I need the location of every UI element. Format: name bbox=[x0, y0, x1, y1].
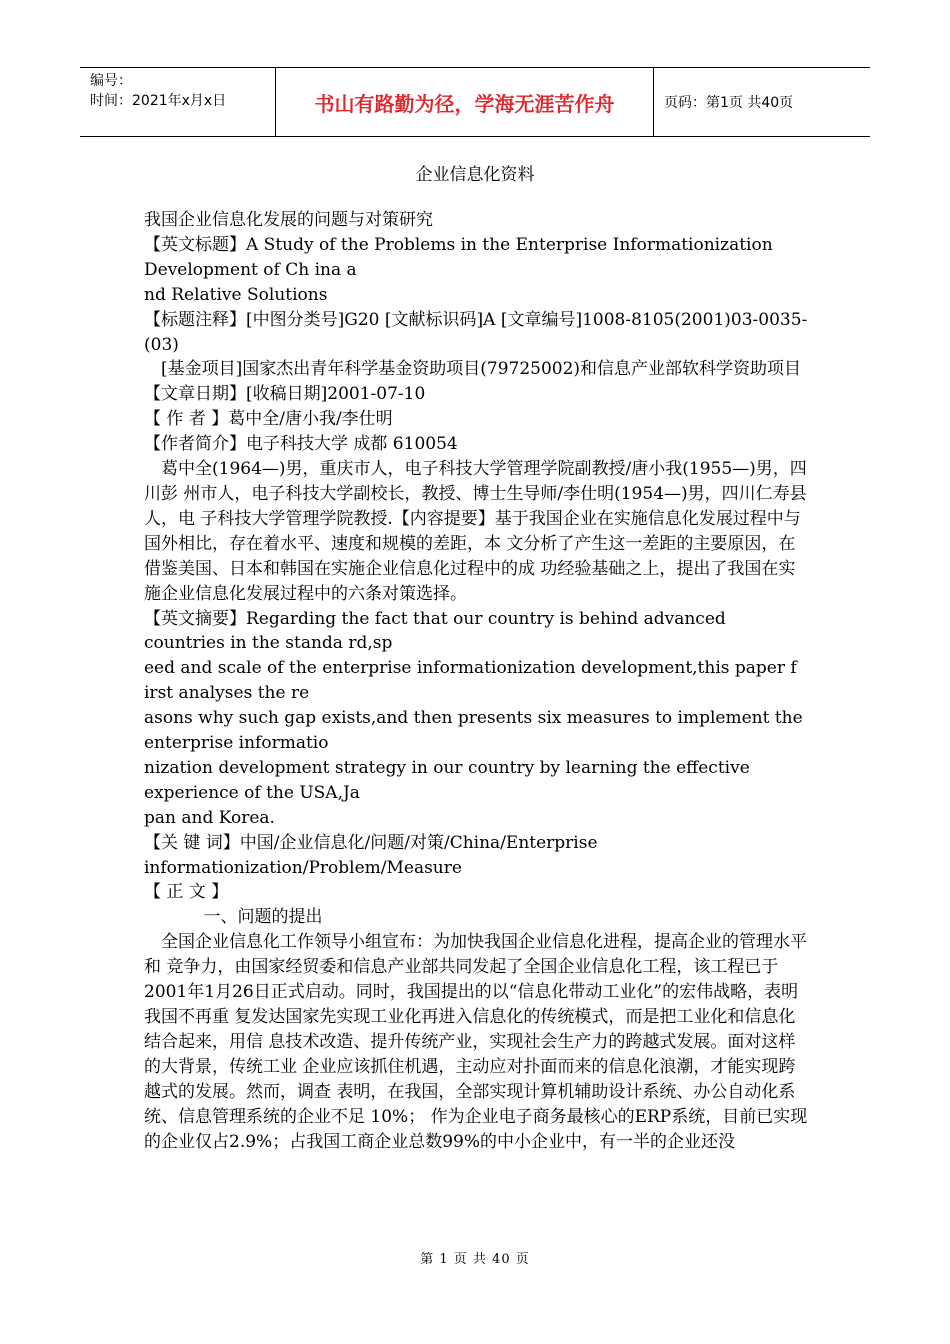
english-title-cont: nd Relative Solutions bbox=[144, 284, 328, 305]
author-bio-abstract: 葛中全(1964—)男，重庆市人，电子科技大学管理学院副教授/唐小我(1955—)男，四川彭 州市人，电子科技大学副校长，教授、博士生导师/李仕明(1954—)男，四川仁寿县人，电 子科技大学管理学院教授.【内容提要】基于我国企业在实施信息化发展过程中与国外相比，存在着水平、速度和规模的差距，本 文分析了产生这一差距的主要原因，在借鉴美国、日本和韩国在实施企业信息化过程中的成 功经验基础之上，提出了我国在实施企业信息化发展过程中的六条对策选择。 bbox=[144, 459, 807, 604]
english-abstract-4: nization development strategy in our country by learning the effective experience of the USA,Ja bbox=[144, 757, 750, 803]
authors: 【 作 者 】葛中全/唐小我/李仕明 bbox=[144, 409, 393, 430]
english-abstract-2: eed and scale of the enterprise informationization development,this paper f irst analyses the re bbox=[144, 658, 797, 704]
author-affiliation: 【作者简介】电子科技大学 成都 610054 bbox=[144, 434, 458, 455]
english-abstract-3: asons why such gap exists,and then presents six measures to implement the enterprise informatio bbox=[144, 708, 803, 754]
header-meta bbox=[80, 68, 276, 136]
header-page-count: 页码：第1页 共40页 bbox=[664, 95, 794, 111]
fund-project: [基金项目]国家杰出青年科学基金资助项目(79725002)和信息产业部软科学资助项目 bbox=[161, 359, 802, 380]
header-motto: 书山有路勤为径，学海无涯苦作舟 bbox=[276, 68, 654, 136]
document-body bbox=[144, 208, 808, 1154]
date-label: 时间：2021年x月x日 bbox=[90, 93, 227, 109]
english-abstract-5: pan and Korea. bbox=[144, 807, 275, 828]
article-date: 【文章日期】[收稿日期]2001-07-10 bbox=[144, 384, 426, 405]
page-header bbox=[80, 67, 870, 137]
body-paragraph: 全国企业信息化工作领导小组宣布：为加快我国企业信息化进程，提高企业的管理水平和 竞争力，由国家经贸委和信息产业部共同发起了全国企业信息化工程，该工程已于2001年1月26日正式启动。同时，我国提出的以“信息化带动工业化”的宏伟战略，表明我国不再重 复发达国家先实现工业化再进入信息化的传统模式，而是把工业化和信息化结合起来，用信 息技术改造、提升传统产业，实现社会生产力的跨越式发展。面对这样的大背景，传统工业 企业应该抓住机遇，主动应对扑面而来的信息化浪潮，才能实现跨越式的发展。然而，调查 表明，在我国，全部实现计算机辅助设计系统、办公自动化系统、信息管理系统的企业不足 10%； 作为企业电子商务最核心的ERP系统，目前已实现的企业仅占2.9%；占我国工商企业总数99%的中小企业中，有一半的企业还没 bbox=[144, 932, 808, 1152]
code-label: 编号： bbox=[90, 73, 132, 89]
english-abstract-1: 【英文摘要】Regarding the fact that our country is behind advanced countries in the standa rd,sp bbox=[144, 608, 726, 654]
article-title: 我国企业信息化发展的问题与对策研究 bbox=[144, 210, 433, 230]
english-title: 【英文标题】A Study of the Problems in the Enterprise Informationization Development of Ch ina a bbox=[144, 234, 773, 280]
document-title: 企业信息化资料 bbox=[415, 165, 535, 185]
page-footer: 第 1 页 共 40 页 bbox=[420, 1252, 530, 1267]
body-heading: 【 正 文 】 bbox=[144, 882, 229, 903]
section-heading: 一、问题的提出 bbox=[203, 907, 323, 928]
title-note: 【标题注释】[中图分类号]G20 [文献标识码]A [文章编号]1008-8105(2001)03-0035-(03) bbox=[144, 309, 808, 355]
keywords: 【关 键 词】中国/企业信息化/问题/对策/China/Enterprise informationization/Problem/Measure bbox=[144, 832, 598, 878]
